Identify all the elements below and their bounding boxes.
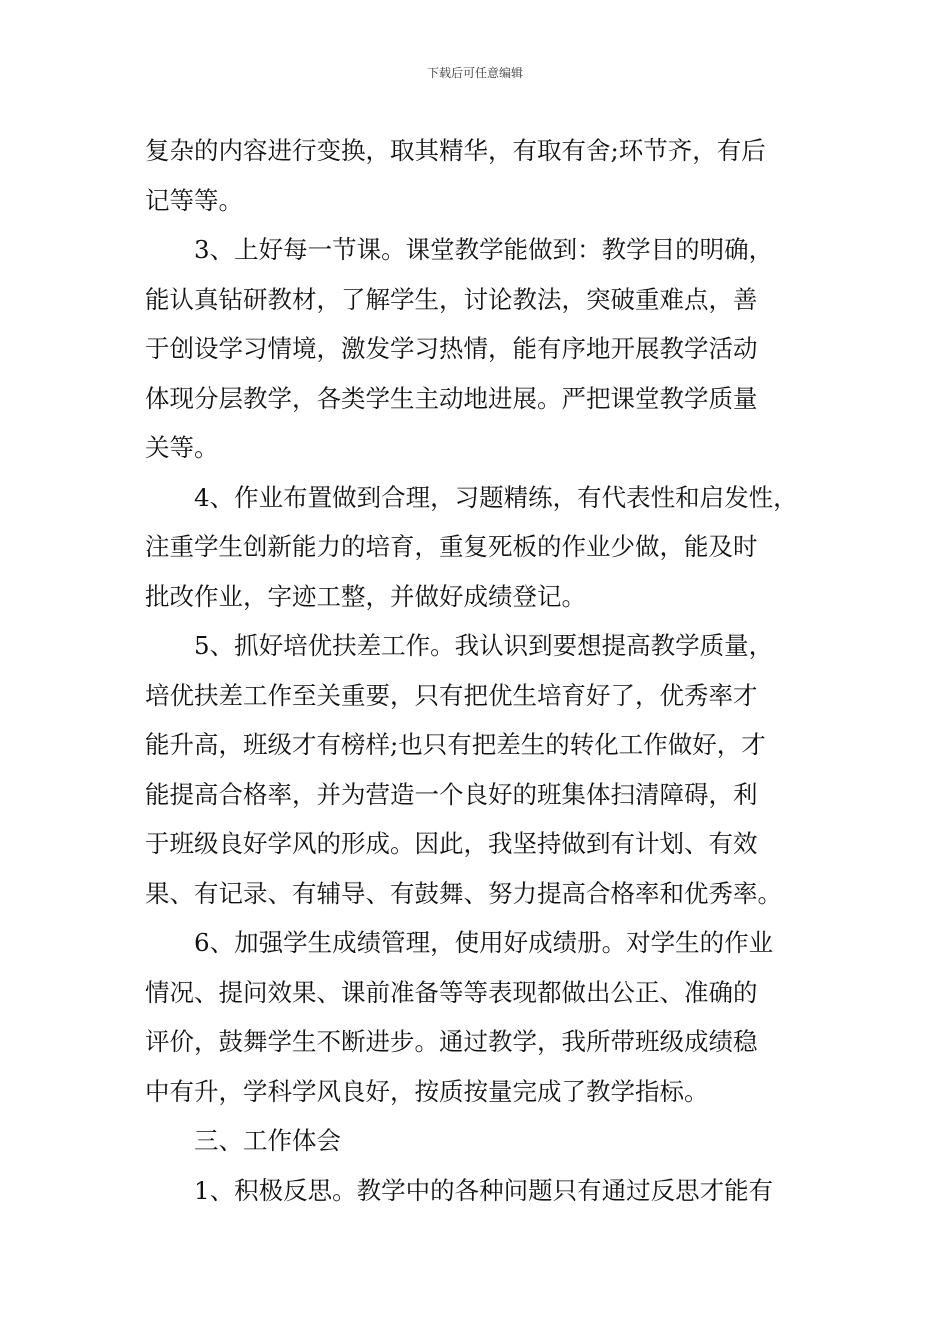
paragraph-line: 于班级良好学风的形成。因此，我坚持做到有计划、有效 xyxy=(145,829,758,858)
paragraph-line: 能升高，班级才有榜样;也只有把差生的转化工作做好，才 xyxy=(145,730,766,759)
page-header: 下载后可任意编辑 xyxy=(426,66,523,80)
paragraph-line: 情况、提问效果、课前准备等等表现都做出公正、准确的 xyxy=(145,977,758,1007)
paragraph-line: 能认真钻研教材，了解学生，讨论教法，突破重难点，善 xyxy=(145,284,758,314)
body-text xyxy=(145,126,825,1215)
paragraph-line: 1、积极反思。教学中的各种问题只有通过反思才能有 xyxy=(194,1175,774,1205)
section-heading: 三、工作体会 xyxy=(194,1126,341,1155)
paragraph-line: 批改作业，字迹工整，并做好成绩登记。 xyxy=(145,581,586,611)
paragraph-line: 5、抓好培优扶差工作。我认识到要想提高教学质量， xyxy=(194,631,774,660)
paragraph-line: 关等。 xyxy=(145,433,219,462)
paragraph-line: 中有升，学科学风良好，按质按量完成了教学指标。 xyxy=(145,1076,709,1106)
paragraph-line: 6、加强学生成绩管理，使用好成绩册。对学生的作业 xyxy=(194,928,774,957)
paragraph-line: 3、上好每一节课。课堂教学能做到：教学目的明确， xyxy=(194,235,774,264)
paragraph-line: 记等等。 xyxy=(145,185,243,215)
paragraph-line: 培优扶差工作至关重要，只有把优生培育好了，优秀率才 xyxy=(145,680,758,710)
paragraph-line: 体现分层教学，各类学生主动地进展。严把课堂教学质量 xyxy=(145,383,758,413)
paragraph-line: 果、有记录、有辅导、有鼓舞、努力提高合格率和优秀率。 xyxy=(145,878,782,908)
paragraph-line: 能提高合格率，并为营造一个良好的班集体扫清障碍，利 xyxy=(145,779,758,809)
paragraph-line: 评价，鼓舞学生不断进步。通过教学，我所带班级成绩稳 xyxy=(145,1027,758,1056)
paragraph-line: 复杂的内容进行变换，取其精华，有取有舍;环节齐，有后 xyxy=(145,136,766,165)
paragraph-line: 于创设学习情境，激发学习热情，能有序地开展教学活动 xyxy=(145,334,758,363)
paragraph-line: 注重学生创新能力的培育，重复死板的作业少做，能及时 xyxy=(145,532,758,561)
paragraph-line: 4、作业布置做到合理，习题精练，有代表性和启发性， xyxy=(194,482,798,512)
